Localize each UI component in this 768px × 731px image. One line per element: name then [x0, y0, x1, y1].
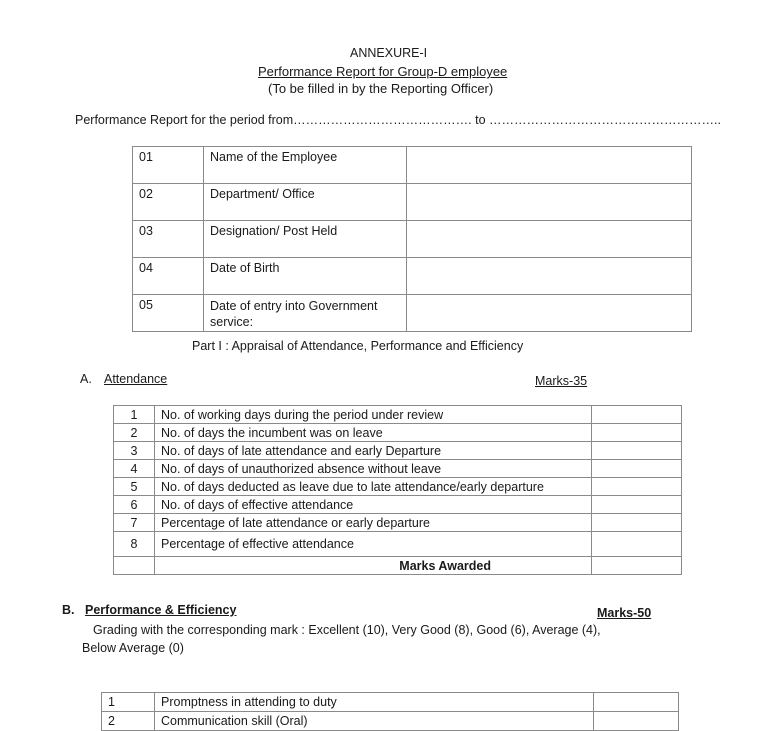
row-label: Communication skill (Oral)	[155, 712, 594, 731]
row-value[interactable]	[407, 221, 692, 258]
table-row	[133, 258, 692, 295]
row-label: Name of the Employee	[204, 147, 407, 184]
part-title: Part I : Appraisal of Attendance, Performance and Efficiency	[192, 339, 524, 353]
row-number: 7	[114, 514, 155, 532]
row-value[interactable]	[407, 295, 692, 332]
table-row	[114, 424, 682, 442]
row-value[interactable]	[592, 406, 682, 424]
row-value[interactable]	[592, 442, 682, 460]
period-line: Performance Report for the period from……………………………………. to ………………………………………………..	[75, 113, 721, 127]
table-row	[114, 478, 682, 496]
section-heading: Attendance	[104, 372, 168, 386]
performance-table	[101, 692, 679, 731]
grading-scale: Grading with the corresponding mark : Excellent (10), Very Good (8), Good (6), Average (4),	[93, 623, 601, 637]
section-letter: B.	[62, 603, 75, 617]
section-letter: A.	[80, 372, 92, 386]
row-number: 3	[114, 442, 155, 460]
table-row	[114, 557, 682, 575]
row-number: 04	[133, 258, 204, 295]
row-label: Percentage of effective attendance	[155, 532, 592, 557]
row-number	[114, 557, 155, 575]
table-row	[133, 221, 692, 258]
row-value[interactable]	[592, 424, 682, 442]
table-row	[114, 496, 682, 514]
row-label: No. of days of late attendance and early Departure	[155, 442, 592, 460]
document-subtitle: (To be filled in by the Reporting Officer)	[268, 81, 494, 96]
row-label: Date of entry into Government service:	[204, 295, 407, 332]
table-row	[133, 147, 692, 184]
row-value[interactable]	[592, 478, 682, 496]
table-row	[133, 295, 692, 332]
row-label: Date of Birth	[204, 258, 407, 295]
employee-info-table	[132, 146, 692, 332]
row-number: 05	[133, 295, 204, 332]
row-number: 2	[114, 424, 155, 442]
row-number: 1	[102, 693, 155, 712]
row-value[interactable]	[594, 712, 679, 731]
row-number: 02	[133, 184, 204, 221]
row-label: Designation/ Post Held	[204, 221, 407, 258]
row-label: Promptness in attending to duty	[155, 693, 594, 712]
marks-awarded-label: Marks Awarded	[155, 557, 592, 575]
grading-scale-continued: Below Average (0)	[82, 641, 184, 655]
row-label: No. of days deducted as leave due to late attendance/early departure	[155, 478, 592, 496]
section-marks: Marks-50	[597, 606, 652, 620]
row-number: 8	[114, 532, 155, 557]
section-heading: Performance & Efficiency	[85, 603, 237, 617]
row-number: 03	[133, 221, 204, 258]
marks-awarded-value[interactable]	[592, 557, 682, 575]
table-row	[114, 406, 682, 424]
row-label: Percentage of late attendance or early departure	[155, 514, 592, 532]
row-value[interactable]	[592, 496, 682, 514]
attendance-table	[113, 405, 682, 575]
row-label: Department/ Office	[204, 184, 407, 221]
row-value[interactable]	[407, 147, 692, 184]
row-label: No. of days the incumbent was on leave	[155, 424, 592, 442]
row-value[interactable]	[407, 184, 692, 221]
table-row	[102, 693, 679, 712]
row-value[interactable]	[592, 460, 682, 478]
row-value[interactable]	[594, 693, 679, 712]
row-number: 2	[102, 712, 155, 731]
row-number: 1	[114, 406, 155, 424]
row-number: 01	[133, 147, 204, 184]
table-row	[114, 460, 682, 478]
row-number: 4	[114, 460, 155, 478]
table-row	[114, 514, 682, 532]
row-label: No. of days of unauthorized absence without leave	[155, 460, 592, 478]
table-row	[102, 712, 679, 731]
table-row	[133, 184, 692, 221]
section-marks: Marks-35	[535, 374, 588, 388]
row-number: 5	[114, 478, 155, 496]
row-value[interactable]	[592, 514, 682, 532]
annexure-label: ANNEXURE-I	[350, 46, 428, 60]
row-value[interactable]	[407, 258, 692, 295]
document-title: Performance Report for Group-D employee	[258, 64, 508, 79]
row-label: No. of days of effective attendance	[155, 496, 592, 514]
table-row	[114, 532, 682, 557]
table-row	[114, 442, 682, 460]
row-number: 6	[114, 496, 155, 514]
row-label: No. of working days during the period under review	[155, 406, 592, 424]
row-value[interactable]	[592, 532, 682, 557]
